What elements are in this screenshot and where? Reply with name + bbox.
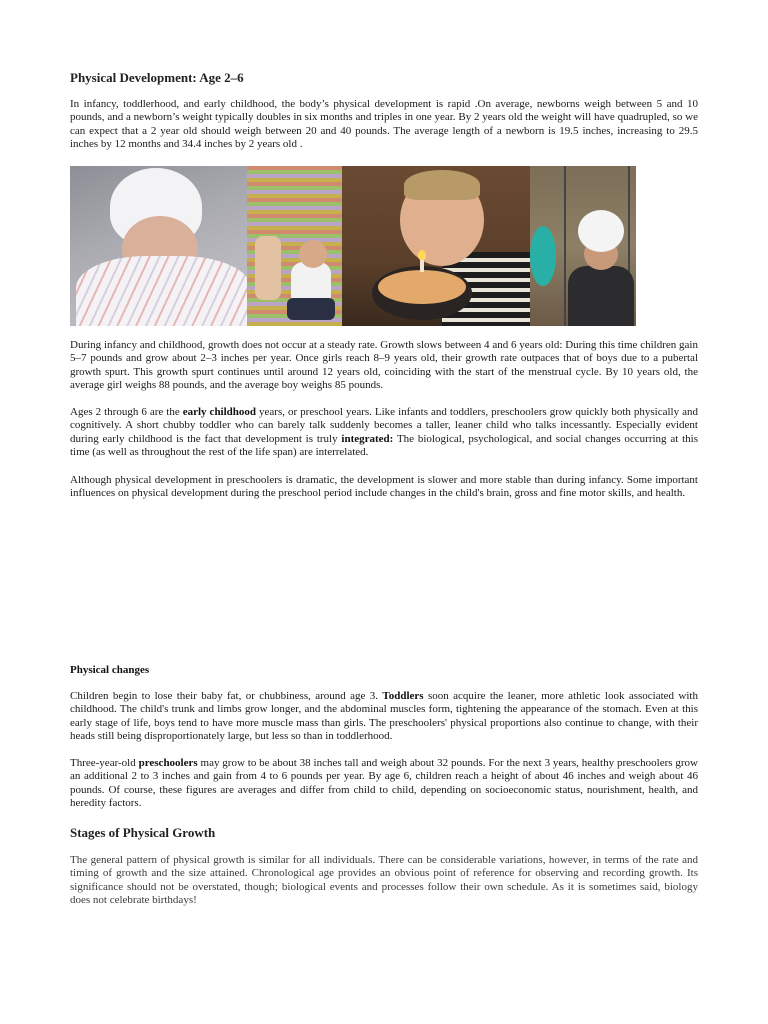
although-paragraph: Although physical development in preschoolers is dramatic, the development is slower and more stable than during infancy. Some important influences on physical development during the preschool period include changes in the child's brain, gross and fine motor skills, and health. bbox=[70, 474, 698, 500]
three-year-paragraph: Three-year-old preschoolers may grow to be about 38 inches tall and weigh about 32 pounds. For the next 3 years, healthy preschoolers grow an additional 2 to 3 inches and gain from 4 to 6 pounds per year. By age 6, children reach a height of about 46 inches and weigh about 46 pounds. Of course, these figures are averages and differ from child to child, depending on socioeconomic status, nourishment, health, and heredity factors. bbox=[70, 757, 698, 810]
photo-strip bbox=[70, 166, 636, 326]
physical-changes-heading: Physical changes bbox=[70, 664, 150, 676]
page-title: Physical Development: Age 2–6 bbox=[70, 70, 244, 85]
photo-toddler-birthday-cake bbox=[342, 166, 530, 326]
babyfat-paragraph: Children begin to lose their baby fat, or chubbiness, around age 3. Toddlers soon acquire the leaner, more athletic look associated with childhood. The child's trunk and limbs grow longer, and the abdominal muscles form, tightening the appearance of the stomach. Even at this early stage of life, boys tend to have more muscle mass than girls. The preschoolers' physical proportions also continue to change, with their heads still being disproportionately large, but less so than in toddlerhood. bbox=[70, 690, 698, 743]
stages-heading: Stages of Physical Growth bbox=[70, 825, 216, 840]
ages-paragraph: Ages 2 through 6 are the early childhood years, or preschool years. Like infants and toddlers, preschoolers grow quickly both physically and cognitively. A short chubby toddler who can barely talk suddenly becomes a taller, leaner child who talks incessantly. Especially evident during early childhood is the fact that development is truly integrated: The biological, psychological, and social changes occurring at this time (as well as throughout the rest of the life span) are interrelated. bbox=[70, 406, 698, 459]
growth-paragraph: During infancy and childhood, growth does not occur at a steady rate. Growth slows between 4 and 6 years old: During this time children gain 5–7 pounds and grow about 2–3 inches per year. Once girls reach 8–9 years old, their growth rate outpaces that of boys due to a pubertal growth spurt. This growth spurt continues until around 12 years old, coinciding with the start of the menstrual cycle. By 10 years old, the average girl weighs 88 pounds, and the average boy weighs 85 pounds. bbox=[70, 339, 698, 392]
intro-paragraph: In infancy, toddlerhood, and early childhood, the body’s physical development is rapid .On average, newborns weigh between 5 and 10 pounds, and a newborn’s weight typically doubles in six months and triples in one year. By 2 years old the weight will have quadrupled, so we can expect that a 2 year old should weigh between 20 and 40 pounds. The average length of a newborn is 19.5 inches, increasing to 29.5 inches by 12 months and 34.4 inches by 2 years old . bbox=[70, 98, 698, 151]
term-toddlers: Toddlers bbox=[382, 690, 424, 702]
term-preschoolers: preschoolers bbox=[138, 757, 198, 769]
photo-baby-with-giraffe bbox=[247, 166, 342, 326]
term-early-childhood: early childhood bbox=[182, 406, 257, 418]
term-integrated: integrated: bbox=[341, 432, 394, 445]
photo-child-on-swing bbox=[530, 166, 636, 326]
stages-paragraph: The general pattern of physical growth is similar for all individuals. There can be considerable variations, however, in terms of the rate and timing of growth and the size attained. Chronological age provides an obvious point of reference for observing and recording growth. Its significance should not be overstated, though; biological events and processes follow their own schedule. As it is sometimes said, biology does not celebrate birthdays! bbox=[70, 854, 698, 907]
photo-newborn bbox=[70, 166, 247, 326]
